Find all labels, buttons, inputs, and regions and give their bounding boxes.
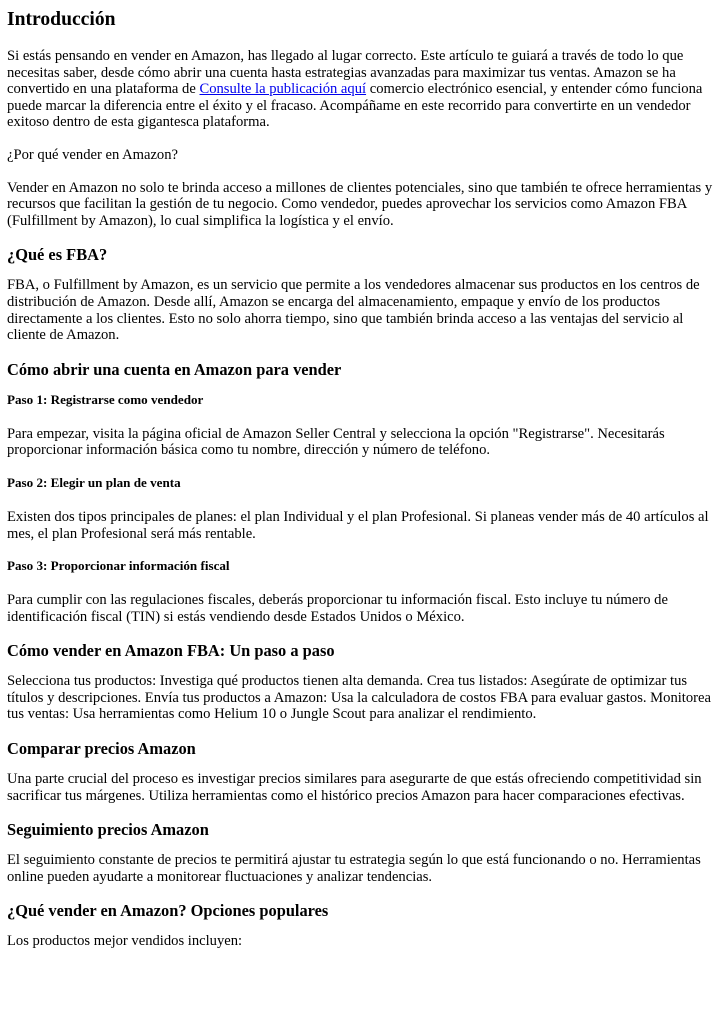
fba-steps-paragraph: Selecciona tus productos: Investiga qué productos tienen alta demanda. Crea tus listados: Asegúrate de optimizar tus títulos y descripciones. Envía tus productos a Amazon: Usa la calculadora de costos FBA para evaluar gastos. Monitorea tus ventas: Usa herramientas como Helium 10 o Jungle Scout para analizar el rendimiento. (7, 673, 711, 723)
compare-prices-heading: Comparar precios Amazon (7, 739, 196, 759)
article (0, 9, 720, 950)
fba-heading: ¿Qué es FBA? (7, 245, 108, 265)
price-tracking-paragraph: El seguimiento constante de precios te permitirá ajustar tu estrategia según lo que está funcionando o no. Herramientas online pueden ayudarte a monitorear fluctuaciones y analizar tendencias. (7, 852, 701, 885)
what-to-sell-paragraph: Los productos mejor vendidos incluyen: (7, 933, 243, 950)
fba-paragraph: FBA, o Fulfillment by Amazon, es un servicio que permite a los vendedores almacenar sus productos en los centros de distribución de Amazon. Desde allí, Amazon se encarga del almacenamiento, empaque y envío de los productos directamente a los clientes. Esto no solo ahorra tiempo, sino que también brinda acceso a las ventajas del servicio al cliente de Amazon. (7, 277, 700, 344)
intro-text-after-link: comercio electrónico esencial, y entender cómo funciona puede marcar la diferencia entre el éxito y el fracaso. Acompáñame en este recorrido para convertirte en un vendedor exitoso dentro de esta gigantesca plataforma. (7, 81, 703, 131)
intro-paragraph (7, 48, 713, 131)
step3-heading: Paso 3: Proporcionar información fiscal (7, 558, 230, 574)
page-title: Introducción (7, 9, 116, 30)
publication-link[interactable]: Consulte la publicación aquí (199, 81, 367, 98)
step1-heading: Paso 1: Registrarse como vendedor (7, 391, 204, 407)
what-to-sell-heading: ¿Qué vender en Amazon? Opciones populares (7, 901, 329, 921)
price-tracking-heading: Seguimiento precios Amazon (7, 820, 209, 840)
why-paragraph: Vender en Amazon no solo te brinda acceso a millones de clientes potenciales, sino que también te ofrece herramientas y recursos que facilitan la gestión de tu negocio. Como vendedor, puedes aprovechar los servicios como Amazon FBA (Fulfillment by Amazon), lo cual simplifica la logística y el envío. (7, 179, 713, 229)
step2-paragraph: Existen dos tipos principales de planes: el plan Individual y el plan Profesional. Si planeas vender más de 40 artículos al mes, el plan Profesional será más rentable. (7, 508, 709, 542)
fba-steps-heading: Cómo vender en Amazon FBA: Un paso a paso (7, 641, 335, 661)
why-question: ¿Por qué vender en Amazon? (7, 146, 179, 163)
step2-heading: Paso 2: Elegir un plan de venta (7, 474, 181, 490)
account-heading: Cómo abrir una cuenta en Amazon para vender (7, 359, 342, 379)
step3-paragraph: Para cumplir con las regulaciones fiscales, deberás proporcionar tu información fiscal. Esto incluye tu número de identificación fiscal (TIN) si estás vendiendo desde Estados Unidos o México. (7, 592, 668, 625)
compare-prices-paragraph: Una parte crucial del proceso es investigar precios similares para asegurarte de que estás ofreciendo competitividad sin sacrificar tus márgenes. Utiliza herramientas como el histórico precios Amazon para hacer comparaciones efectivas. (7, 771, 702, 804)
intro-text-before-link: Si estás pensando en vender en Amazon, has llegado al lugar correcto. Este artículo te guiará a través de todo lo que necesitas saber, desde cómo abrir una cuenta hasta estrategias avanzadas para maximizar tus ventas. Amazon se ha convertido en una plataforma de (7, 48, 684, 98)
step1-paragraph: Para empezar, visita la página oficial de Amazon Seller Central y selecciona la opción "Registrarse". Necesitarás proporcionar información básica como tu nombre, dirección y número de teléfono. (7, 425, 665, 459)
